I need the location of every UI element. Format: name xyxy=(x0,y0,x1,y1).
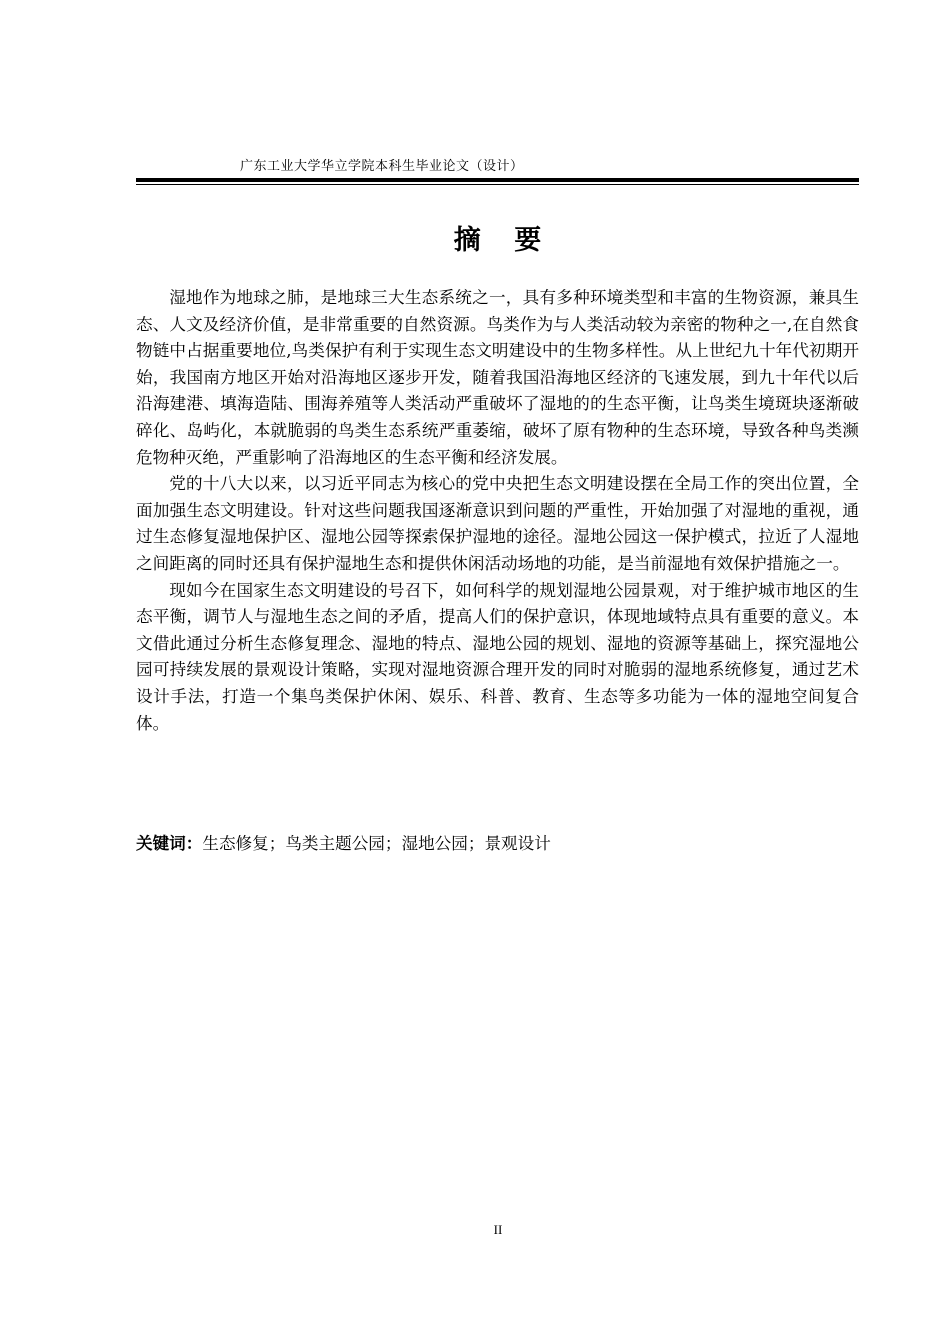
abstract-body xyxy=(136,285,859,737)
abstract-title: 摘 要 xyxy=(453,225,554,256)
keywords-list: 生态修复；鸟类主题公园；湿地公园；景观设计 xyxy=(202,834,551,853)
abstract-paragraph: 党的十八大以来，以习近平同志为核心的党中央把生态文明建设摆在全局工作的突出位置，全面加强生态文明建设。针对这些问题我国逐渐意识到问题的严重性，开始加强了对湿地的重视，通过生态修复湿地保护区、湿地公园等探索保护湿地的途径。湿地公园这一保护模式，拉近了人湿地之间距离的同时还具有保护湿地生态和提供休闲活动场地的功能，是当前湿地有效保护措施之一。 xyxy=(136,474,859,573)
running-header: 广东工业大学华立学院本科生毕业论文（设计） xyxy=(240,159,524,174)
abstract-paragraph: 湿地作为地球之肺，是地球三大生态系统之一，具有多种环境类型和丰富的生物资源，兼具生态、人文及经济价值，是非常重要的自然资源。鸟类作为与人类活动较为亲密的物种之一,在自然食物链中占据重要地位,鸟类保护有利于实现生态文明建设中的生物多样性。从上世纪九十年代初期开始，我国南方地区开始对沿海地区逐步开发，随着我国沿海地区经济的飞速发展，到九十年代以后沿海建港、填海造陆、围海养殖等人类活动严重破坏了湿地的的生态平衡，让鸟类生境斑块逐渐破碎化、岛屿化，本就脆弱的鸟类生态系统严重萎缩，破坏了原有物种的生态环境，导致各种鸟类濒危物种灭绝，严重影响了沿海地区的生态平衡和经济发展。 xyxy=(136,288,859,467)
abstract-paragraph: 现如今在国家生态文明建设的号召下，如何科学的规划湿地公园景观，对于维护城市地区的生态平衡，调节人与湿地生态之间的矛盾，提高人们的保护意识，体现地域特点具有重要的意义。本文借此通过分析生态修复理念、湿地的特点、湿地公园的规划、湿地的资源等基础上，探究湿地公园可持续发展的景观设计策略，实现对湿地资源合理开发的同时对脆弱的湿地系统修复，通过艺术设计手法，打造一个集鸟类保护休闲、娱乐、科普、教育、生态等多功能为一体的湿地空间复合体。 xyxy=(136,580,859,733)
header-rule-thick xyxy=(136,178,859,182)
header-rule-thin xyxy=(136,184,859,185)
page-number: II xyxy=(493,1222,503,1237)
keywords-label: 关键词： xyxy=(136,834,203,853)
keywords-line xyxy=(136,831,859,857)
